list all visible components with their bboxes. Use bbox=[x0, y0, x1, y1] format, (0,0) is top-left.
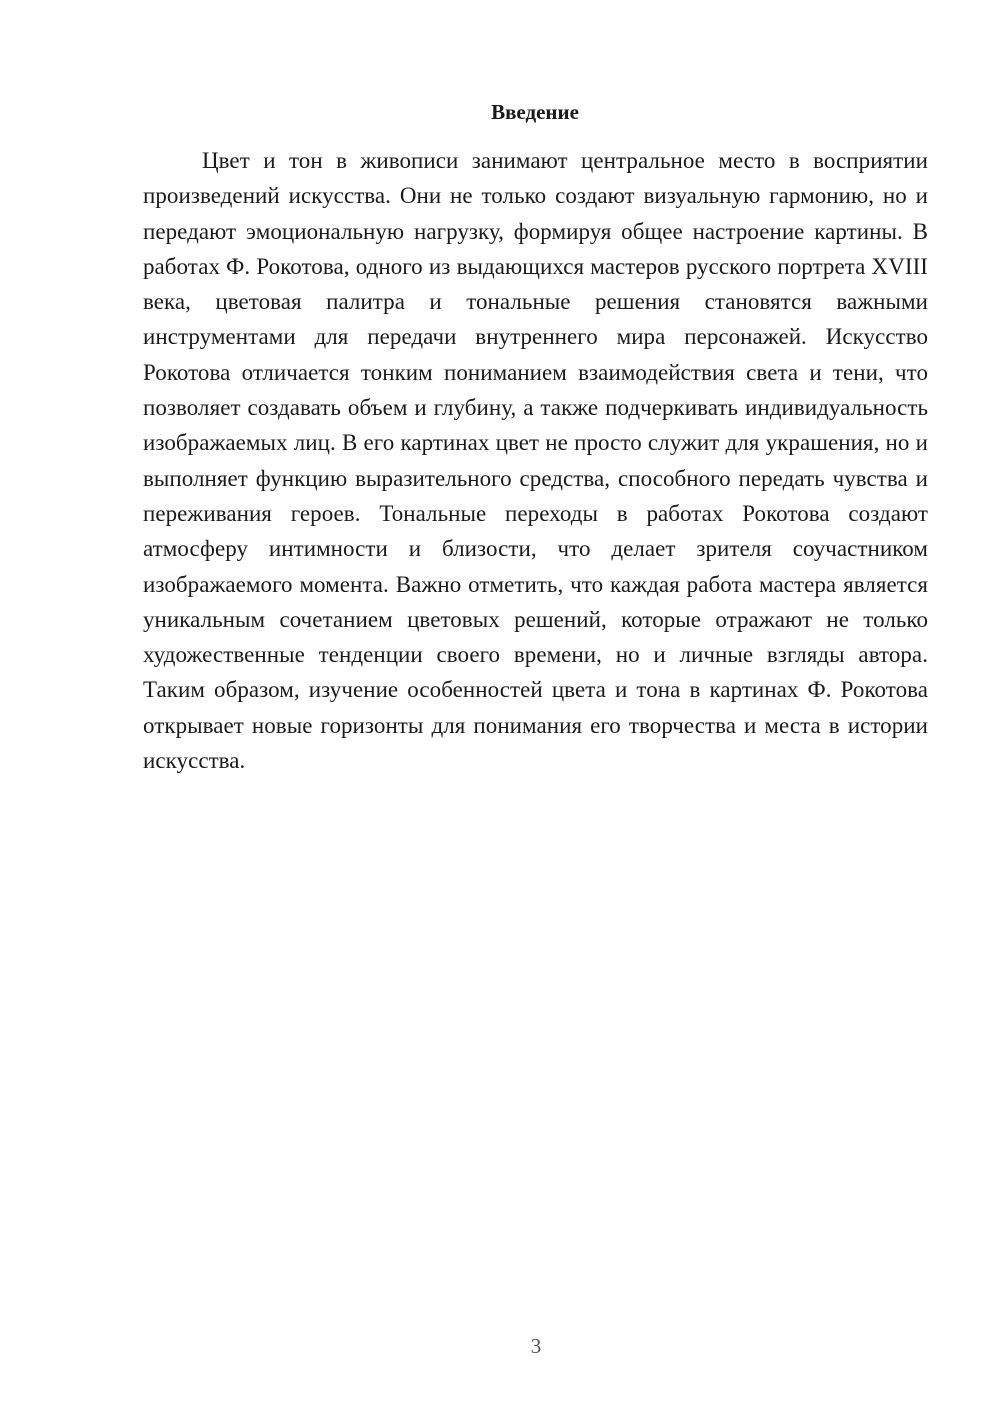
page-number: 3 bbox=[530, 1334, 542, 1358]
section-title: Введение bbox=[491, 100, 579, 124]
body-paragraph: Цвет и тон в живописи занимают центральное место в восприятии произведений искусства. Они не только создают визуальную гармонию, но и передают эмоциональную нагрузку, формируя общее настроение картины. В работах Ф. Рокотова, одного из выдающихся мастеров русского портрета XVIII века, цветовая палитра и тональные решения становятся важными инструментами для передачи внутреннего мира персонажей. Искусство Рокотова отличается тонким пониманием взаимодействия света и тени, что позволяет создавать объем и глубину, а также подчеркивать индивидуальность изображаемых лиц. В его картинах цвет не просто служит для украшения, но и выполняет функцию выразительного средства, способного передать чувства и переживания героев. Тональные переходы в работах Рокотова создают атмосферу интимности и близости, что делает зрителя соучастником изображаемого момента. Важно отметить, что каждая работа мастера является уникальным сочетанием цветовых решений, которые отражают не только художественные тенденции своего времени, но и личные взгляды автора. Таким образом, изучение особенностей цвета и тона в картинах Ф. Рокотова открывает новые горизонты для понимания его творчества и места в истории искусства. bbox=[143, 148, 928, 774]
